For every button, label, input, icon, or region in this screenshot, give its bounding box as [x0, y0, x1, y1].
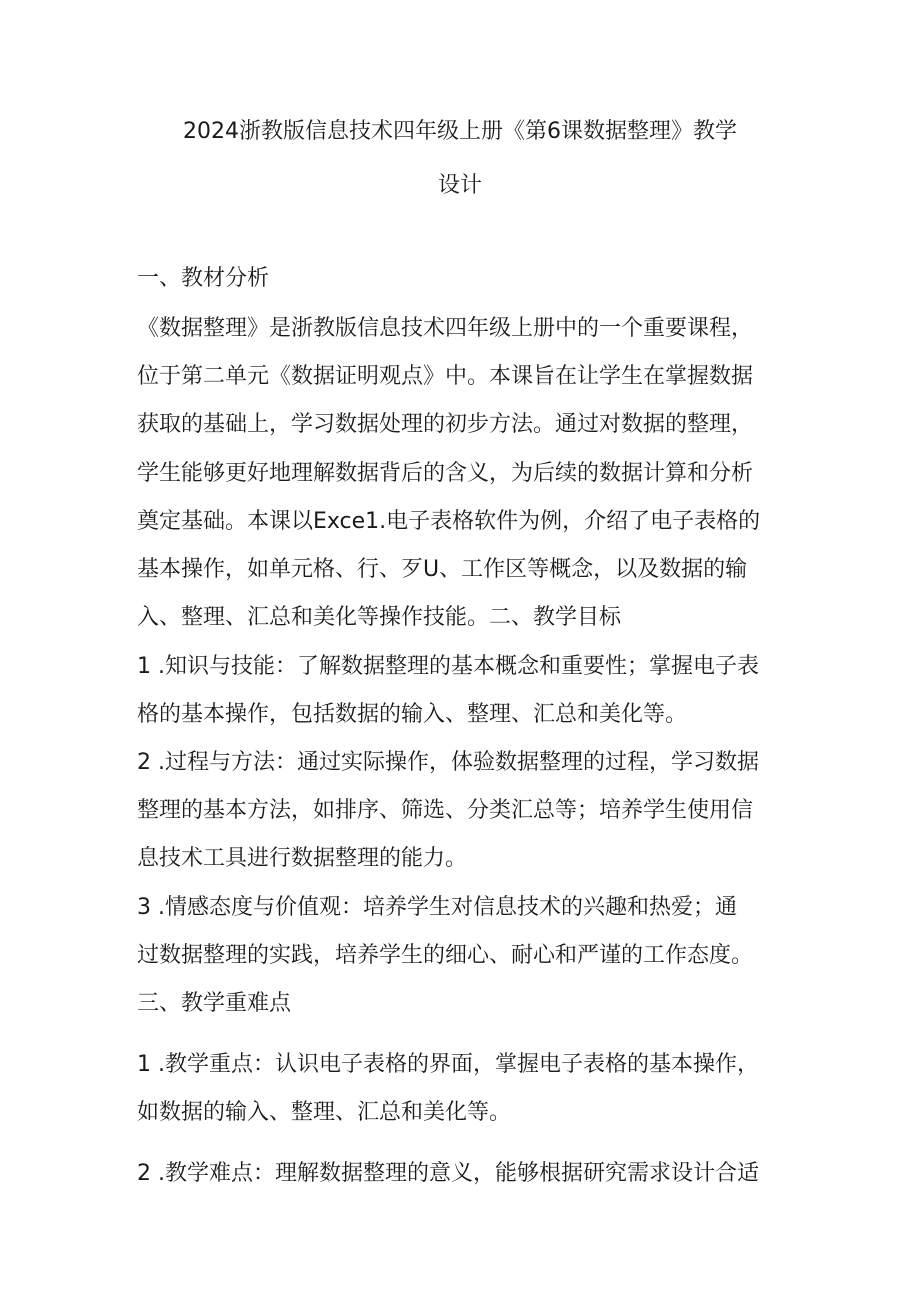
- list-item-line: 整理的基本方法，如排序、筛选、分类汇总等；培养学生使用信: [137, 798, 754, 823]
- section-heading-key-difficult-points: 三、教学重难点: [137, 991, 292, 1016]
- list-item-line: 1 .教学重点：认识电子表格的界面，掌握电子表格的基本操作，: [137, 1052, 759, 1077]
- list-item-line: 3 .情感态度与价值观：培养学生对信息技术的兴趣和热爱；通: [137, 895, 737, 920]
- list-item-line: 如数据的输入、整理、汇总和美化等。: [137, 1100, 512, 1125]
- list-item-line: 2 .教学难点：理解数据整理的意义，能够根据研究需求设计合适: [137, 1161, 759, 1186]
- list-item-line: 1 .知识与技能：了解数据整理的基本概念和重要性；掌握电子表: [137, 654, 759, 679]
- paragraph-line: 学生能够更好地理解数据背后的含义，为后续的数据计算和分析: [137, 461, 754, 486]
- document-body: [137, 0, 797, 1301]
- paragraph-line: 奠定基础。本课以Exce1.电子表格软件为例，介绍了电子表格的: [137, 509, 761, 534]
- list-item-line: 格的基本操作，包括数据的输入、整理、汇总和美化等。: [137, 702, 688, 727]
- list-item-line: 2 .过程与方法：通过实际操作，体验数据整理的过程，学习数据: [137, 750, 759, 775]
- document-title-line-1: 2024浙教版信息技术四年级上册《第6课数据整理》教学: [183, 119, 737, 144]
- paragraph-line: 入、整理、汇总和美化等操作技能。二、教学目标: [137, 605, 622, 630]
- paragraph-line: 《数据整理》是浙教版信息技术四年级上册中的一个重要课程，: [137, 316, 754, 341]
- paragraph-line: 获取的基础上，学习数据处理的初步方法。通过对数据的整理，: [137, 412, 754, 437]
- section-heading-textbook-analysis: 一、教材分析: [137, 266, 270, 291]
- document-title-line-2: 设计: [437, 173, 482, 198]
- paragraph-line: 位于第二单元《数据证明观点》中。本课旨在让学生在掌握数据: [137, 364, 754, 389]
- paragraph-line: 基本操作，如单元格、行、歹U、工作区等概念，以及数据的输: [137, 557, 748, 582]
- list-item-line: 过数据整理的实践，培养学生的细心、耐心和严谨的工作态度。: [137, 943, 754, 968]
- list-item-line: 息技术工具进行数据整理的能力。: [137, 846, 468, 871]
